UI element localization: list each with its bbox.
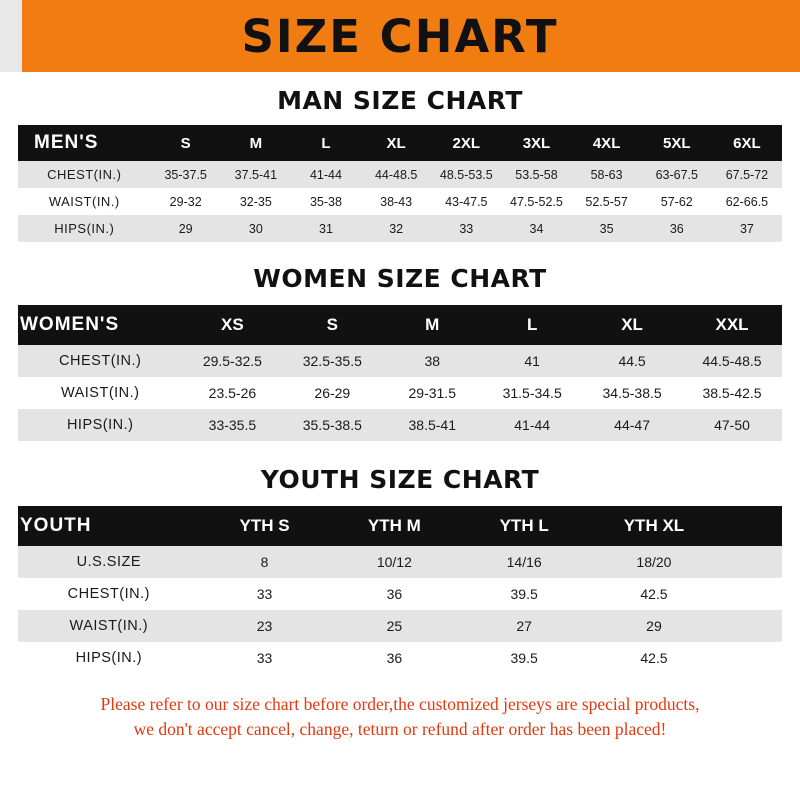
man-r1-c5: 43-47.5: [445, 194, 488, 209]
man-r1-c6: 47.5-52.5: [510, 194, 563, 209]
man-header-cell-0: MEN'S: [34, 132, 99, 153]
women-header-cell-0: WOMEN'S: [20, 314, 120, 335]
youth-r2-c2: 25: [386, 618, 403, 634]
man-r2-c2: 30: [248, 221, 263, 236]
youth-header-cell-pad: [719, 506, 782, 546]
table-row: [18, 546, 782, 578]
youth-r1-pad: [719, 578, 782, 610]
women-size-table: [18, 305, 782, 441]
table-header-row: [18, 125, 782, 161]
header-banner: [0, 0, 800, 72]
women-r1-c5: 34.5-38.5: [602, 385, 662, 401]
youth-table-header: [18, 506, 782, 546]
women-header-cell-2: S: [326, 315, 338, 334]
youth-header-cell-3: YTH L: [499, 516, 549, 535]
women-r0-c5: 44.5: [618, 353, 646, 369]
youth-table-body: [18, 546, 782, 674]
youth-r3-c2: 36: [386, 650, 403, 666]
table-header-row: [18, 506, 782, 546]
notice-line-2: we don't accept cancel, change, teturn or refund after order has been placed!: [133, 719, 667, 740]
order-policy-notice: [18, 692, 782, 743]
man-header-cell-8: 5XL: [663, 134, 691, 152]
man-r0-c2: 37.5-41: [234, 167, 278, 182]
table-row: [18, 377, 782, 409]
youth-r2-c1: 23: [256, 618, 273, 634]
man-r2-c4: 32: [389, 221, 404, 236]
women-header-cell-5: XL: [621, 315, 643, 334]
women-section-title: WOMEN SIZE CHART: [253, 264, 547, 293]
man-r2-c7: 35: [599, 221, 614, 236]
youth-size-table: [18, 506, 782, 674]
youth-r2-c0: WAIST(IN.): [69, 618, 149, 634]
women-table-header: [18, 305, 782, 345]
youth-r2-pad: [719, 610, 782, 642]
table-row: [18, 578, 782, 610]
man-header-cell-4: XL: [386, 134, 406, 152]
women-header-cell-1: XS: [221, 315, 244, 334]
women-r2-c3: 38.5-41: [408, 417, 456, 433]
table-row: [18, 610, 782, 642]
man-r0-c3: 41-44: [309, 167, 342, 182]
women-r1-c3: 29-31.5: [408, 385, 456, 401]
man-header-cell-1: S: [180, 134, 191, 152]
man-header-cell-3: L: [321, 134, 331, 152]
youth-r3-c4: 42.5: [640, 650, 668, 666]
women-table-body: [18, 345, 782, 441]
man-header-cell-5: 2XL: [452, 134, 481, 152]
women-r1-c4: 31.5-34.5: [502, 385, 562, 401]
youth-r1-c2: 36: [386, 586, 403, 602]
women-header-cell-3: M: [425, 315, 440, 334]
youth-r2-c3: 27: [516, 618, 532, 634]
page-title: SIZE CHART: [241, 9, 559, 63]
youth-header-cell-2: YTH M: [367, 516, 421, 535]
man-r2-c5: 33: [459, 221, 474, 236]
man-header-cell-2: M: [249, 134, 263, 152]
man-r0-c9: 67.5-72: [725, 167, 769, 182]
man-r0-c0: CHEST(IN.): [47, 167, 122, 182]
women-r0-c3: 38: [424, 353, 441, 369]
table-header-row: [18, 305, 782, 345]
table-row: [18, 188, 782, 215]
man-r0-c8: 63-67.5: [655, 167, 698, 182]
man-r1-c8: 57-62: [660, 194, 693, 209]
man-r2-c3: 31: [319, 221, 333, 236]
women-r1-c6: 38.5-42.5: [702, 385, 762, 401]
man-r1-c7: 52.5-57: [585, 194, 628, 209]
women-header-cell-6: XXL: [715, 315, 749, 334]
youth-r1-c3: 39.5: [510, 586, 538, 602]
women-r2-c0: HIPS(IN.): [66, 417, 134, 433]
man-r2-c1: 29: [178, 221, 193, 236]
man-header-cell-6: 3XL: [522, 134, 551, 152]
man-r1-c2: 32-35: [239, 194, 272, 209]
youth-header-cell-4: YTH XL: [623, 516, 685, 535]
table-row: [18, 161, 782, 188]
youth-r0-c0: U.S.SIZE: [76, 554, 142, 570]
women-header-cell-4: L: [526, 315, 538, 334]
table-row: [18, 215, 782, 242]
women-r2-c4: 41-44: [514, 417, 551, 433]
youth-r0-pad: [719, 546, 782, 578]
youth-r3-c0: HIPS(IN.): [75, 650, 143, 666]
women-r0-c4: 41: [524, 353, 540, 369]
youth-r1-c0: CHEST(IN.): [67, 586, 150, 602]
man-r0-c7: 58-63: [590, 167, 623, 182]
man-section-title: MAN SIZE CHART: [277, 86, 523, 115]
youth-header-cell-0: YOUTH: [20, 515, 92, 536]
man-r0-c4: 44-48.5: [374, 167, 418, 182]
table-row: [18, 345, 782, 377]
women-r1-c2: 26-29: [314, 385, 351, 401]
table-row: [18, 642, 782, 674]
man-header-cell-7: 4XL: [592, 134, 621, 152]
man-r1-c0: WAIST(IN.): [48, 194, 120, 209]
women-r1-c1: 23.5-26: [208, 385, 257, 401]
man-r1-c9: 62-66.5: [725, 194, 769, 209]
table-row: [18, 409, 782, 441]
man-r1-c3: 35-38: [309, 194, 342, 209]
women-r2-c5: 44-47: [614, 417, 650, 433]
man-size-table: [18, 125, 782, 242]
youth-r3-c1: 33: [256, 650, 273, 666]
youth-r3-c3: 39.5: [510, 650, 538, 666]
man-r0-c1: 35-37.5: [164, 167, 207, 182]
youth-r0-c1: 8: [260, 554, 269, 570]
youth-r0-c2: 10/12: [376, 554, 412, 570]
man-r1-c1: 29-32: [169, 194, 202, 209]
women-r2-c1: 33-35.5: [208, 417, 257, 433]
youth-r1-c4: 42.5: [640, 586, 668, 602]
youth-r0-c3: 14/16: [506, 554, 542, 570]
youth-r3-pad: [719, 642, 782, 674]
man-r2-c9: 37: [739, 221, 754, 236]
women-r0-c6: 44.5-48.5: [702, 353, 762, 369]
youth-r2-c4: 29: [646, 618, 662, 634]
women-r0-c2: 32.5-35.5: [302, 353, 362, 369]
youth-section-title: YOUTH SIZE CHART: [260, 465, 540, 494]
youth-header-cell-1: YTH S: [239, 516, 290, 535]
man-r2-c8: 36: [669, 221, 684, 236]
women-r1-c0: WAIST(IN.): [60, 385, 140, 401]
chart-content: [0, 86, 800, 743]
man-table-body: [18, 161, 782, 242]
youth-r0-c4: 18/20: [636, 554, 672, 570]
man-r0-c5: 48.5-53.5: [439, 167, 493, 182]
man-r0-c6: 53.5-58: [515, 167, 558, 182]
youth-r1-c1: 33: [256, 586, 273, 602]
banner-left-accent: [0, 0, 22, 72]
man-r2-c0: HIPS(IN.): [54, 221, 115, 236]
man-table-header: [18, 125, 782, 161]
man-header-cell-9: 6XL: [733, 134, 761, 152]
man-r2-c6: 34: [529, 221, 544, 236]
women-r2-c2: 35.5-38.5: [302, 417, 362, 433]
man-r1-c4: 38-43: [380, 194, 413, 209]
notice-line-1: Please refer to our size chart before order,the customized jerseys are special products,: [100, 694, 700, 714]
women-r0-c1: 29.5-32.5: [202, 353, 262, 369]
women-r2-c6: 47-50: [714, 417, 750, 433]
women-r0-c0: CHEST(IN.): [59, 353, 142, 369]
